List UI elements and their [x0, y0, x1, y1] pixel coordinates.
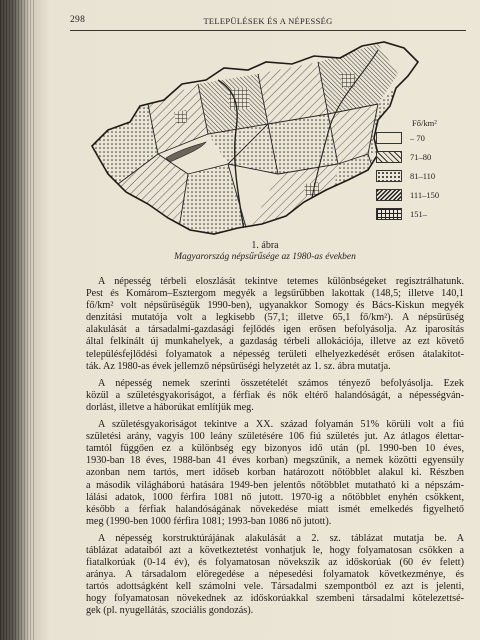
text-line: denzitási mutatója volt a legkisebb (57,1; illetve 65,1 fő/km²). A népsűrűség	[86, 312, 464, 324]
text-line: táblázat adataiból azt a következtetést vonhatjuk le, hogy folyamatosan csökken a	[86, 544, 464, 556]
text-line: A születésgyakoriságot tekintve a XX. század folyamán 51% körüli volt a fiú	[98, 419, 464, 431]
legend-label: 81–110	[410, 171, 436, 181]
text-line: ták. Az 1980-as évek jellemző népsűrűségi helyzetét az 1. sz. ábra mutatja.	[86, 360, 391, 372]
page-edge-shadow	[0, 0, 34, 640]
paragraph	[86, 533, 464, 618]
legend-item	[376, 151, 466, 165]
legend-swatch-diag-dense	[376, 189, 402, 201]
legend-swatch-dots	[376, 170, 402, 182]
text-line: gek (pl. nyugellátás, szociális gondozás).	[86, 605, 254, 617]
text-line: fő/km² volt népsűrűségük 1990-ben), ugyanakkor Somogy és Bács-Kiskun megyék	[86, 300, 464, 312]
text-line: meg (1990-ben 1000 férfira 1081; 1993-ban 1086 nő jutott).	[86, 515, 332, 527]
figure-caption: Magyarország népsűrűsége az 1980-as években	[174, 252, 356, 262]
text-line: A népesség korstruktúrájának alakulását a 2. sz. táblázat mutatja be. A	[98, 532, 464, 544]
text-line: fiatalkorúak (0-14 év), és folyamatosan növekszik az időskorúak (60 év felett)	[86, 557, 464, 569]
text-line: által felkínált új munkahelyek, a gazdaság térbeli allokációja, illetve az ezt követő	[86, 336, 464, 348]
legend-item	[376, 189, 466, 203]
paragraph	[86, 276, 464, 373]
legend-swatch-grid	[376, 208, 402, 220]
text-line: településfejlődési folyamatok a népesség területi elhelyezkedését erősen átalakítot-	[86, 348, 464, 360]
text-line: Pest és Komárom–Esztergom megyék a legsűrűbben lakottak (148,5; illetve 140,1	[86, 288, 464, 300]
text-line: hogy folyamatosan növekednek az időskorúakkal szembeni társadalmi kötelezettsé-	[86, 593, 464, 605]
text-line: A népesség nemek szerinti összetételét számos tényező befolyásolja. Ezek	[98, 377, 464, 389]
text-line: lálási adatok, 1000 férfira 1081 nő jutott. 1970-ig a nőtöbblet enyhén csökkent,	[86, 491, 464, 503]
running-header	[70, 14, 466, 31]
body-text	[86, 276, 464, 618]
paragraph	[86, 378, 464, 414]
text-line: tamtól függően ez a különbség egy bizonyos idő után (pl. 1990-ben 10 éves,	[86, 443, 464, 455]
text-line: alakulását a társadalmi-gazdasági fejlődés igen erősen befolyásolja. Az iparosítás	[86, 324, 464, 336]
legend-label: – 70	[410, 133, 425, 143]
text-line: dorlást, illetve a háborúkat említjük meg.	[86, 401, 254, 413]
legend-item	[376, 170, 466, 184]
text-line: A népesség térbeli eloszlását tekintve tetemes különbségeket regisztrálhatunk.	[98, 276, 464, 287]
text-line: születési arány, vagyis 100 leány születésére 106 fiú születés jut. Az átlagos élettar-	[86, 431, 464, 443]
legend-label: 151–	[410, 209, 427, 219]
legend-label: 71–80	[410, 152, 432, 162]
text-line: azonban nem tartós, mert időseb korban határozott nőtöbblet alakul ki. Részben	[86, 467, 464, 479]
text-line: később a férfiak halandóságának növekedése miatt ismét emelkedés figyelhető	[86, 503, 464, 515]
legend-item	[376, 208, 466, 222]
paragraph	[86, 419, 464, 528]
legend-swatch-blank	[376, 132, 402, 144]
text-line: közül a születésgyakoriságot, a férfiak és nők eltérő halandóságát, a népességván-	[86, 389, 464, 401]
figure-number: 1. ábra	[251, 240, 279, 251]
legend-unit: Fő/km²	[412, 118, 437, 128]
text-line: tartós adottságként kell számolni vele. Társadalmi szempontból ez azt is jelenti,	[86, 581, 464, 593]
running-title: TELEPÜLÉSEK ÉS A NÉPESSÉG	[203, 16, 333, 26]
legend-label: 111–150	[410, 190, 440, 200]
text-line: aránya. A társadalom elöregedése a népesedési folyamatok következménye, és	[86, 569, 464, 581]
text-line: 1930-ban 18 éves, 1988-ban 41 éves korban) megszűnik, a nemek közötti egyensúly	[86, 455, 464, 467]
text-line: a második világháború hatására 1949-ben jelentős nőtöbblet mutatható ki a népszám-	[86, 479, 464, 491]
legend-item	[376, 132, 466, 146]
legend-swatch-diag-light	[376, 151, 402, 163]
page-number: 298	[70, 15, 86, 25]
